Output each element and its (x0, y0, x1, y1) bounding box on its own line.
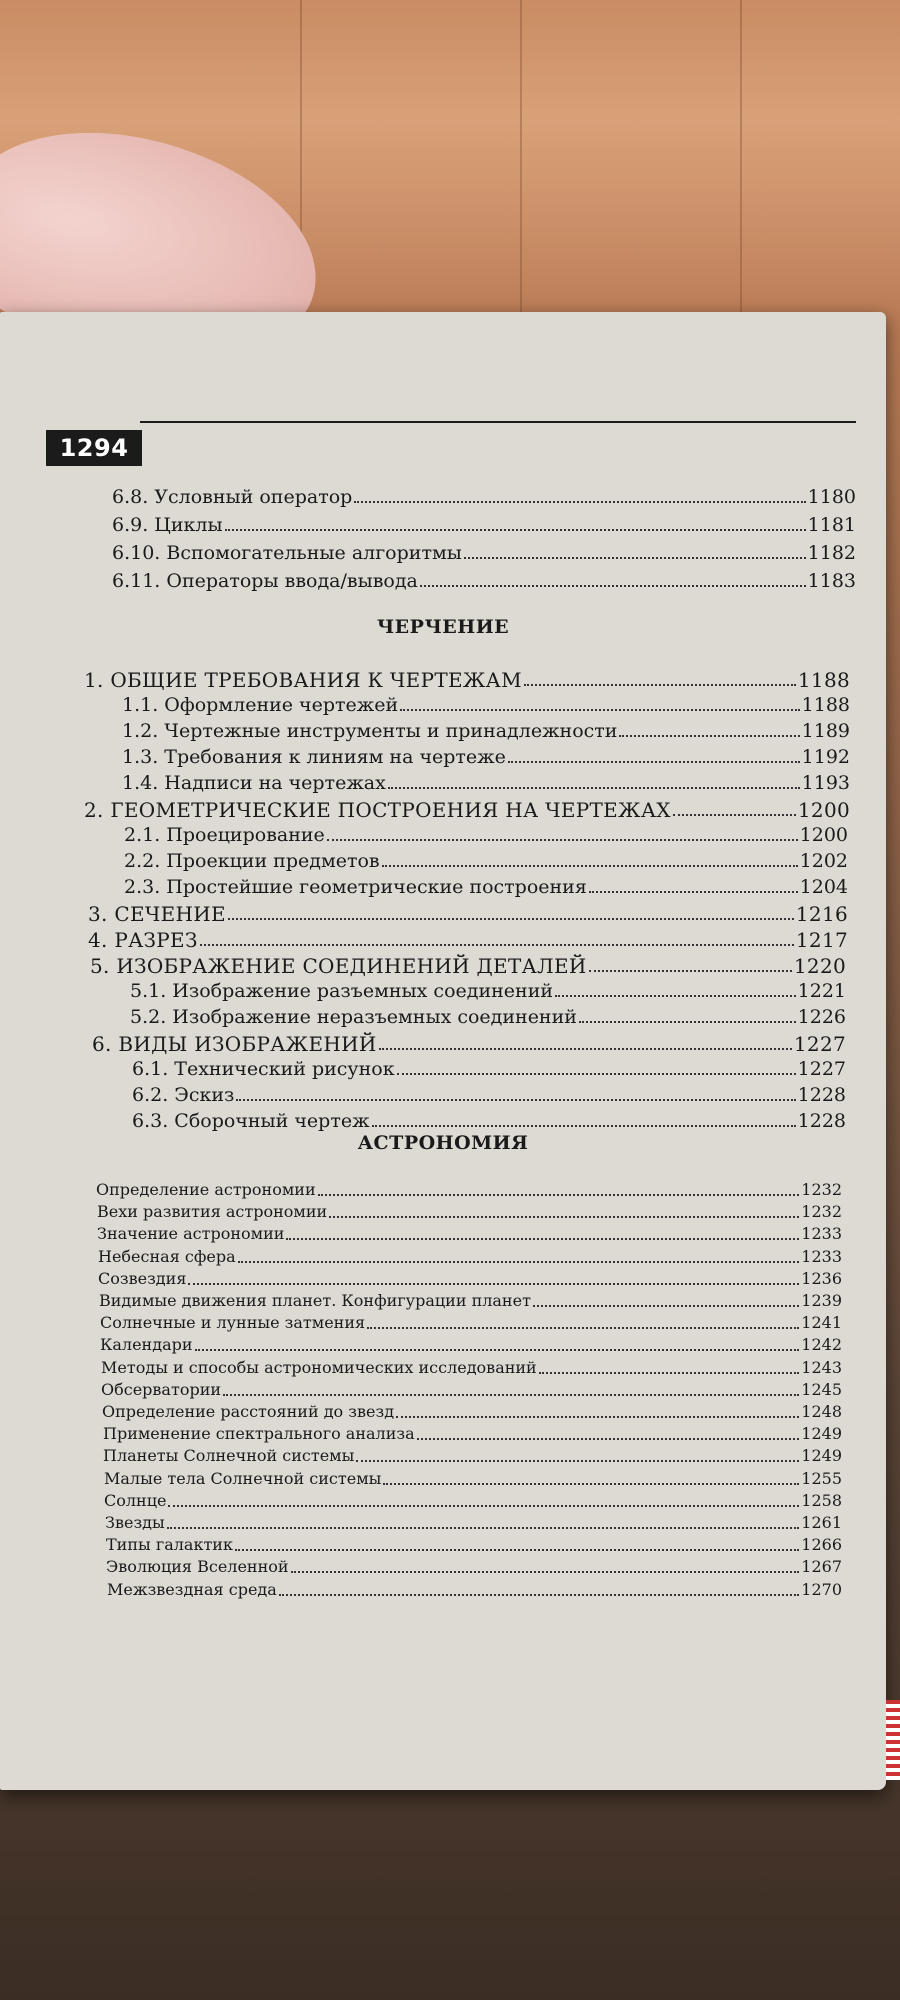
dot-leader (533, 1305, 799, 1307)
dot-leader (329, 1216, 799, 1218)
dot-leader (238, 1261, 800, 1263)
toc-entry-page-number: 1227 (793, 1032, 846, 1056)
toc-entry-title: 1.2. Чертежные инструменты и принадлежности (122, 720, 618, 742)
toc-entry (103, 1424, 842, 1443)
toc-entry-title: 5.2. Изображение неразъемных соединений (130, 1006, 577, 1028)
toc-entry-page-number: 1192 (801, 746, 850, 768)
toc-entry-page-number: 1188 (797, 668, 850, 692)
toc-entry (84, 668, 850, 692)
toc-entry-page-number: 1236 (801, 1269, 842, 1288)
dot-leader (188, 1283, 799, 1285)
toc-entry-title: 5.1. Изображение разъемных соединений (130, 980, 554, 1002)
dot-leader (464, 557, 806, 559)
toc-entry-title: 3. СЕЧЕНИЕ (88, 902, 226, 926)
toc-entry-title: 1.3. Требования к линиям на чертеже (122, 746, 506, 768)
toc-entry (88, 902, 848, 926)
toc-entry (98, 1269, 842, 1288)
toc-entry-page-number: 1181 (807, 514, 856, 536)
toc-entry-title: Эволюция Вселенной (106, 1557, 289, 1576)
dot-leader (327, 839, 798, 841)
toc-entry (107, 1580, 842, 1599)
toc-entry-page-number: 1202 (799, 850, 848, 872)
toc-entry-title: Звезды (105, 1513, 165, 1532)
toc-entry (124, 850, 848, 872)
toc-entry (96, 1180, 842, 1199)
toc-entry (112, 486, 856, 508)
toc-entry-title: 2.2. Проекции предметов (124, 850, 380, 872)
dot-leader (223, 1394, 799, 1396)
dot-leader (673, 814, 796, 816)
dot-leader (579, 1021, 796, 1023)
toc-entry-title: Типы галактик (106, 1535, 233, 1554)
toc-entry (92, 1032, 846, 1056)
toc-entry (101, 1380, 842, 1399)
toc-entry-page-number: 1266 (801, 1535, 842, 1554)
dot-leader (589, 970, 792, 972)
toc-entry (130, 1006, 846, 1028)
toc-entry-page-number: 1226 (797, 1006, 846, 1028)
toc-entry-page-number: 1243 (801, 1358, 842, 1377)
book-edge-stripes (886, 1700, 900, 1780)
dot-leader (195, 1349, 800, 1351)
toc-entry-title: Небесная сфера (98, 1247, 236, 1266)
floor-plank-seam (740, 0, 742, 340)
floor-plank-seam (520, 0, 522, 340)
toc-entry-page-number: 1180 (807, 486, 856, 508)
dot-leader (291, 1571, 800, 1573)
toc-entry-title: 6.2. Эскиз (132, 1084, 235, 1106)
dot-leader (420, 585, 806, 587)
toc-entry (132, 1110, 846, 1132)
section-title-astronomy: АСТРОНОМИЯ (357, 1132, 529, 1154)
toc-entry-page-number: 1248 (801, 1402, 842, 1421)
dot-leader (236, 1099, 795, 1101)
dot-leader (354, 501, 805, 503)
toc-entry-page-number: 1221 (797, 980, 846, 1002)
toc-entry-title: Значение астрономии (97, 1224, 285, 1243)
dot-leader (228, 918, 794, 920)
toc-entry-page-number: 1249 (801, 1424, 842, 1443)
toc-entry-page-number: 1228 (797, 1084, 846, 1106)
dot-leader (396, 1416, 799, 1418)
toc-entry-page-number: 1255 (801, 1469, 842, 1488)
header-rule (140, 421, 856, 423)
toc-entry-page-number: 1220 (793, 954, 846, 978)
dot-leader (524, 684, 796, 686)
dot-leader (589, 891, 798, 893)
dot-leader (397, 1073, 796, 1075)
dot-leader (367, 1327, 799, 1329)
toc-entry-title: Межзвездная среда (107, 1580, 277, 1599)
dot-leader (286, 1238, 799, 1240)
toc-entry (132, 1058, 846, 1080)
toc-entry-title: 6.1. Технический рисунок (132, 1058, 395, 1080)
toc-entry-page-number: 1183 (807, 570, 856, 592)
dot-leader (225, 529, 806, 531)
toc-entry-page-number: 1189 (801, 720, 850, 742)
toc-entry-page-number: 1233 (801, 1224, 842, 1243)
toc-entry-title: Методы и способы астрономических исследований (101, 1358, 537, 1377)
toc-entry-title: 5. ИЗОБРАЖЕНИЕ СОЕДИНЕНИЙ ДЕТАЛЕЙ (90, 954, 587, 978)
toc-entry-page-number: 1217 (795, 928, 848, 952)
toc-entry (102, 1402, 842, 1421)
toc-entry-title: Видимые движения планет. Конфигурации планет (99, 1291, 531, 1310)
toc-entry (97, 1202, 842, 1221)
toc-entry-page-number: 1193 (801, 772, 850, 794)
toc-entry-page-number: 1241 (801, 1313, 842, 1332)
toc-entry (103, 1446, 842, 1465)
toc-entry-title: Вехи развития астрономии (97, 1202, 328, 1221)
toc-entry-page-number: 1242 (801, 1335, 842, 1354)
toc-entry-title: Определение расстояний до звезд (102, 1402, 395, 1421)
toc-entry (112, 570, 856, 592)
toc-entry (100, 1335, 842, 1354)
toc-entry-page-number: 1232 (801, 1180, 842, 1199)
dot-leader (382, 865, 798, 867)
dot-leader (167, 1527, 800, 1529)
toc-entry (122, 746, 850, 768)
toc-entry (130, 980, 846, 1002)
toc-entry-title: Созвездия (98, 1269, 187, 1288)
toc-entry (132, 1084, 846, 1106)
dot-leader (400, 709, 799, 711)
toc-entry-title: Малые тела Солнечной системы (104, 1469, 382, 1488)
toc-entry-page-number: 1227 (797, 1058, 846, 1080)
toc-entry-page-number: 1204 (799, 876, 848, 898)
toc-entry-title: Планеты Солнечной системы (103, 1446, 355, 1465)
toc-entry-title: Солнце (104, 1491, 167, 1510)
toc-entry (122, 694, 850, 716)
toc-entry-title: 1. ОБЩИЕ ТРЕБОВАНИЯ К ЧЕРТЕЖАМ (84, 668, 522, 692)
toc-entry (97, 1224, 842, 1243)
toc-entry-title: 6.9. Циклы (112, 514, 223, 536)
toc-entry (88, 928, 848, 952)
toc-entry-page-number: 1267 (801, 1557, 842, 1576)
dot-leader (555, 995, 796, 997)
toc-entry (105, 1513, 842, 1532)
toc-entry (98, 1247, 842, 1266)
dot-leader (200, 944, 794, 946)
dot-leader (508, 761, 800, 763)
toc-entry-page-number: 1228 (797, 1110, 846, 1132)
toc-entry-title: 6.11. Операторы ввода/вывода (112, 570, 418, 592)
toc-entry-page-number: 1188 (801, 694, 850, 716)
toc-entry-title: Солнечные и лунные затмения (100, 1313, 366, 1332)
toc-entry (122, 772, 850, 794)
toc-entry (84, 798, 850, 822)
toc-entry (122, 720, 850, 742)
dot-leader (279, 1594, 799, 1596)
toc-entry-page-number: 1182 (807, 542, 856, 564)
toc-entry (106, 1557, 842, 1576)
dot-leader (379, 1048, 792, 1050)
toc-entry-title: 6.10. Вспомогательные алгоритмы (112, 542, 462, 564)
toc-entry-title: 2. ГЕОМЕТРИЧЕСКИЕ ПОСТРОЕНИЯ НА ЧЕРТЕЖАХ (84, 798, 671, 822)
toc-entry-title: Календари (100, 1335, 193, 1354)
toc-entry-page-number: 1200 (797, 798, 850, 822)
dot-leader (388, 787, 800, 789)
dot-leader (417, 1438, 800, 1440)
dot-leader (235, 1549, 799, 1551)
toc-entry-title: 6.3. Сборочный чертеж (132, 1110, 370, 1132)
toc-entry-page-number: 1239 (801, 1291, 842, 1310)
page-number: 1294 (46, 430, 142, 466)
toc-entry (104, 1469, 842, 1488)
toc-entry (90, 954, 846, 978)
toc-entry-title: Обсерватории (101, 1380, 222, 1399)
toc-entry-title: Определение астрономии (96, 1180, 316, 1199)
toc-entry (124, 876, 848, 898)
dot-leader (356, 1460, 799, 1462)
toc-entry-page-number: 1270 (801, 1580, 842, 1599)
toc-entry-page-number: 1258 (801, 1491, 842, 1510)
toc-entry (99, 1291, 842, 1310)
toc-entry (100, 1313, 842, 1332)
toc-entry-title: 2.3. Простейшие геометрические построения (124, 876, 587, 898)
toc-entry (101, 1358, 842, 1377)
dot-leader (168, 1505, 799, 1507)
toc-entry-page-number: 1216 (795, 902, 848, 926)
dot-leader (619, 735, 799, 737)
toc-entry-title: 1.4. Надписи на чертежах (122, 772, 386, 794)
toc-entry-page-number: 1249 (801, 1446, 842, 1465)
toc-entry (112, 542, 856, 564)
dot-leader (383, 1483, 799, 1485)
toc-entry-page-number: 1261 (801, 1513, 842, 1532)
toc-entry-title: 6. ВИДЫ ИЗОБРАЖЕНИЙ (92, 1032, 377, 1056)
toc-entry-title: 6.8. Условный оператор (112, 486, 353, 508)
toc-entry-title: 1.1. Оформление чертежей (122, 694, 399, 716)
dot-leader (539, 1372, 800, 1374)
toc-entry-page-number: 1232 (801, 1202, 842, 1221)
dot-leader (372, 1125, 796, 1127)
toc-entry (104, 1491, 842, 1510)
toc-entry (106, 1535, 842, 1554)
toc-entry-title: 2.1. Проецирование (124, 824, 325, 846)
toc-entry (124, 824, 848, 846)
toc-entry-page-number: 1233 (801, 1247, 842, 1266)
toc-entry-page-number: 1200 (799, 824, 848, 846)
toc-entry-title: Применение спектрального анализа (103, 1424, 415, 1443)
toc-entry-page-number: 1245 (801, 1380, 842, 1399)
section-title-drafting: ЧЕРЧЕНИЕ (376, 616, 510, 638)
toc-entry-title: 4. РАЗРЕЗ (88, 928, 198, 952)
toc-entry (112, 514, 856, 536)
dot-leader (318, 1194, 800, 1196)
